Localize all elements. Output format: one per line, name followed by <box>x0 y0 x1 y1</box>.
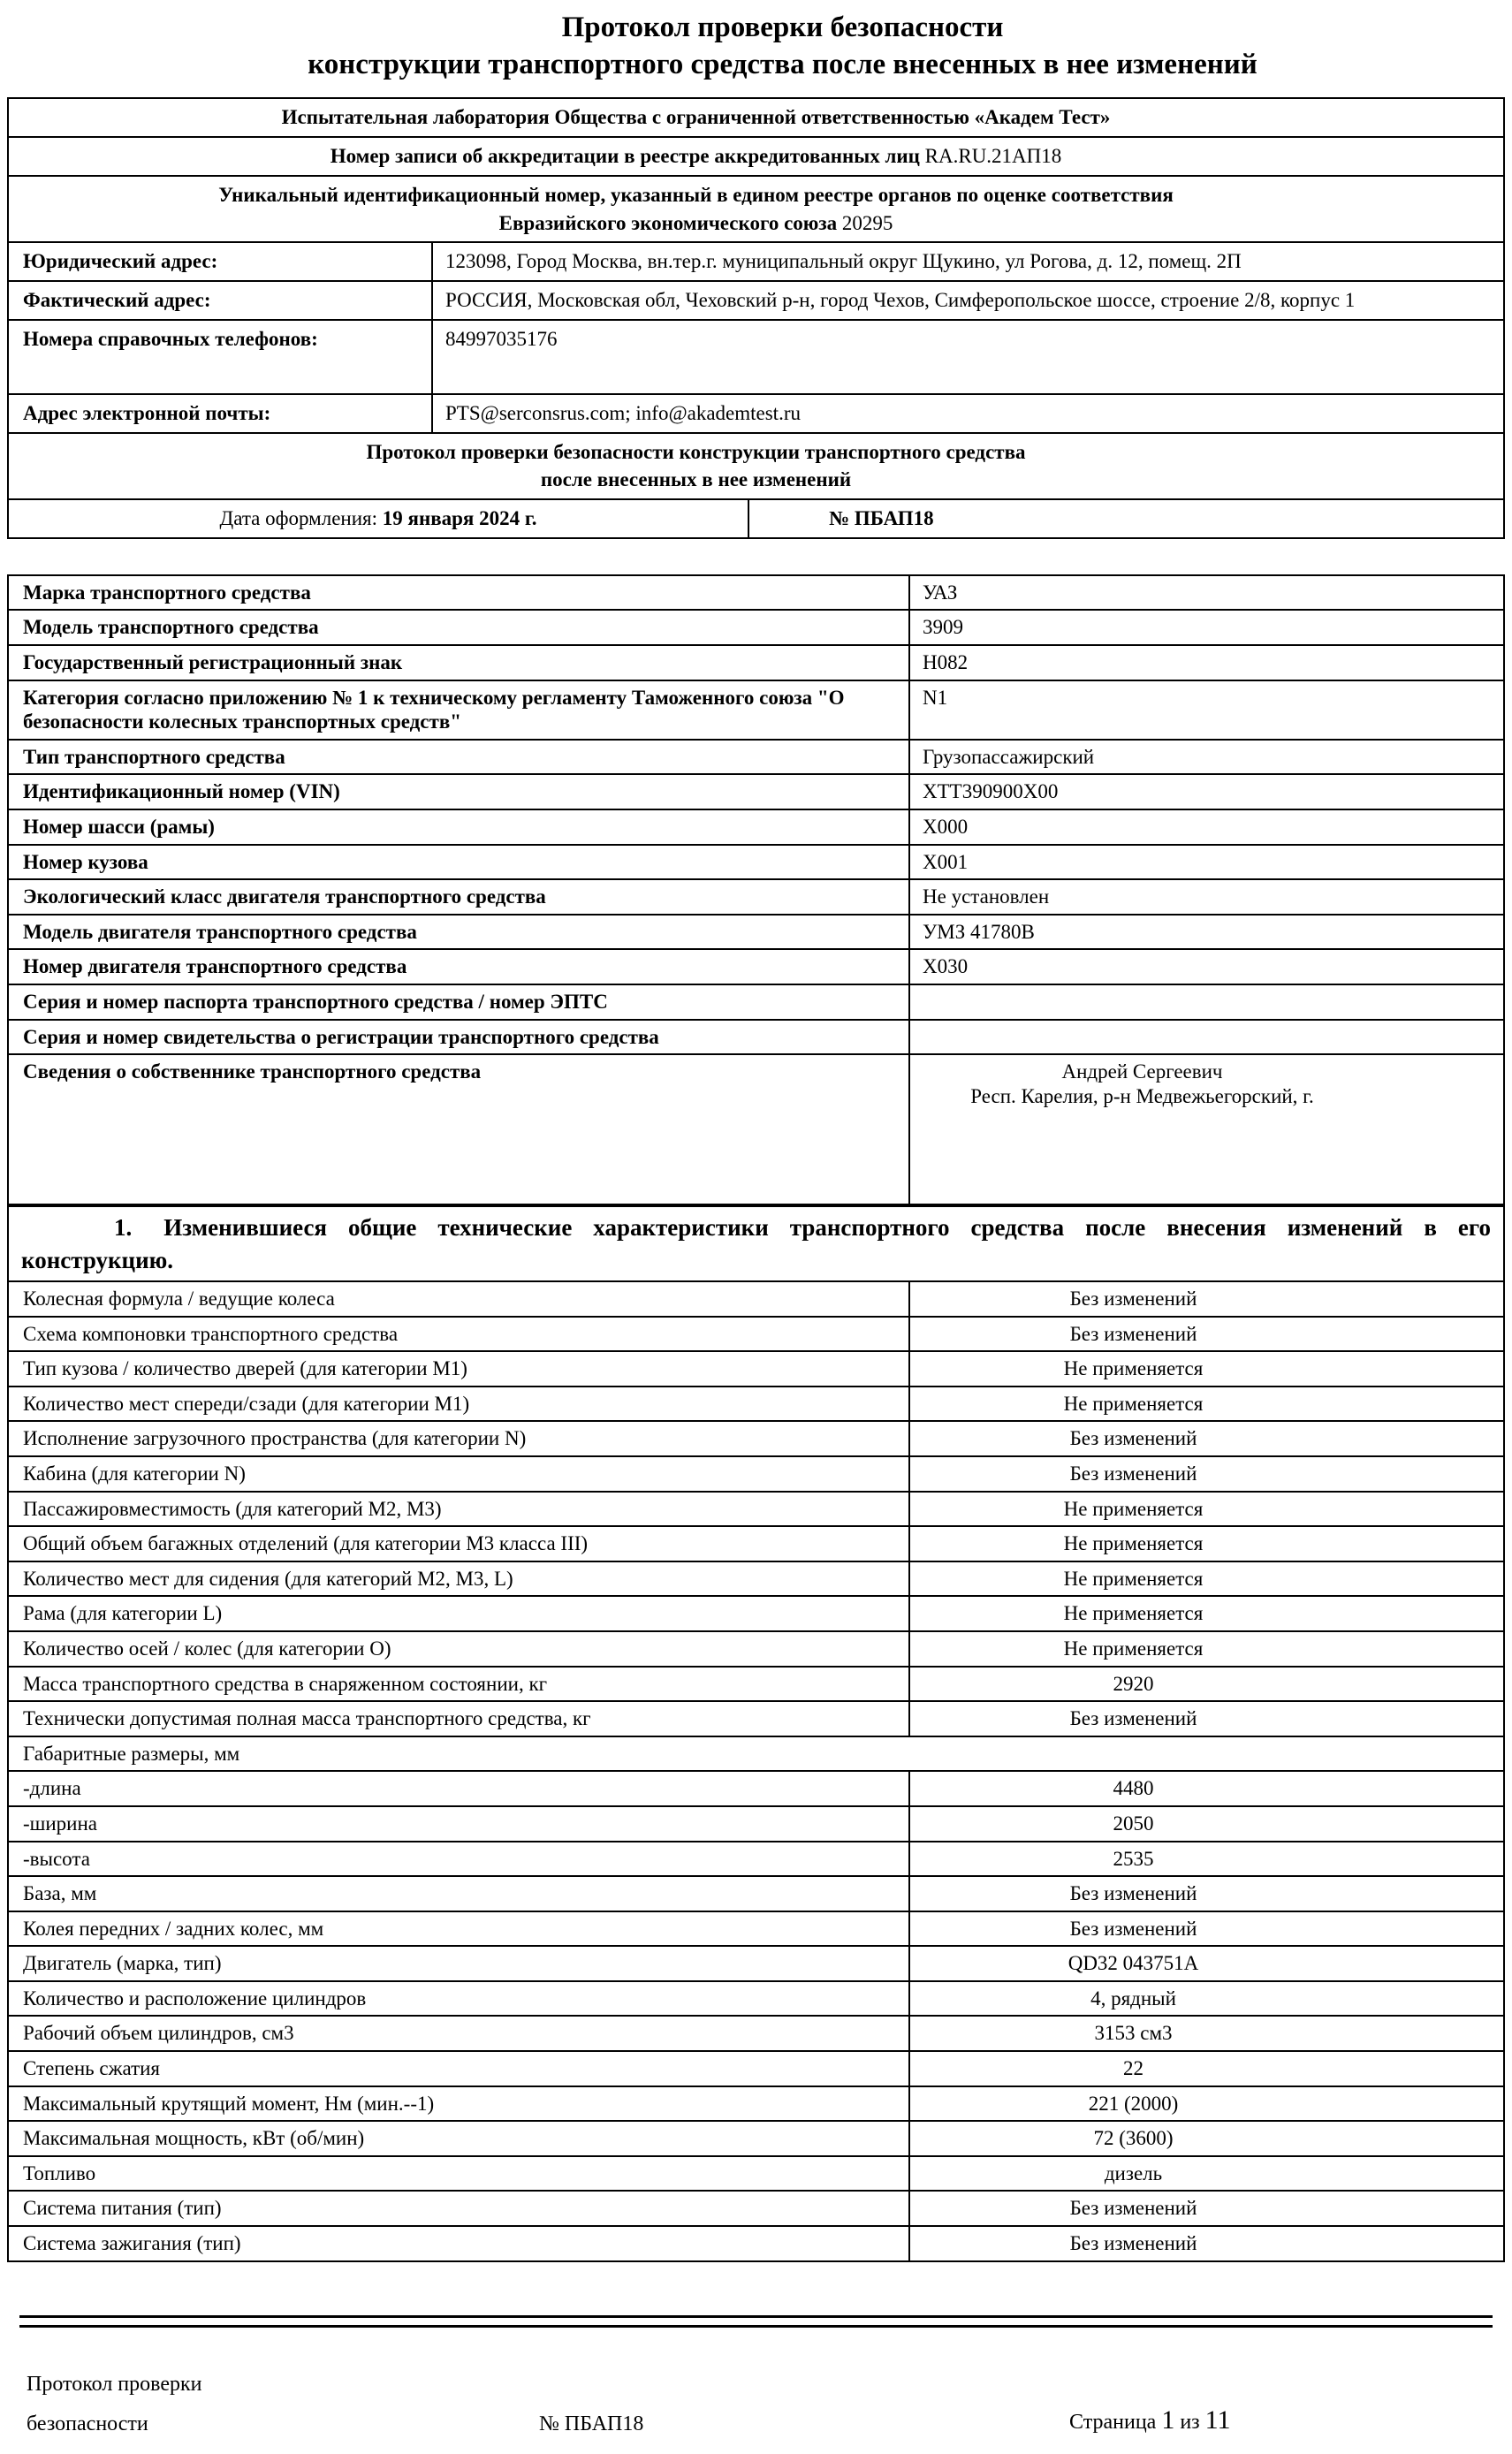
phones-row <box>8 320 1504 394</box>
table-row <box>8 879 1504 915</box>
email-value: PTS@serconsrus.com; info@akademtest.ru <box>432 394 1504 433</box>
row-value-line1: УМЗ 41780В <box>923 920 1035 943</box>
page-title <box>7 9 1505 83</box>
row-value-line1: Н082 <box>923 651 969 673</box>
spacer <box>7 539 1505 574</box>
vehicle-info-table <box>7 574 1505 1205</box>
footer-page-label: Страница <box>1069 2410 1162 2434</box>
lab-name: Испытательная лаборатория Общества с ограниченной ответственностью «Академ Тест» <box>8 98 1504 137</box>
table-row <box>8 1421 1504 1456</box>
page-title-line1: Протокол проверки безопасности <box>561 11 1004 43</box>
table-row <box>8 2121 1504 2156</box>
row-label: Номер шасси (рамы) <box>8 809 909 845</box>
row-label: Номер двигателя транспортного средства <box>8 949 909 984</box>
row-label: Исполнение загрузочного пространства (для категории N) <box>8 1421 909 1456</box>
row-label: Модель транспортного средства <box>8 610 909 645</box>
row-label: Топливо <box>8 2156 909 2192</box>
row-label: Идентификационный номер (VIN) <box>8 774 909 809</box>
table-row <box>8 1596 1504 1631</box>
unique-id-line2-label: Евразийского экономического союза <box>498 211 842 234</box>
accreditation-label: Номер записи об аккредитации в реестре аккредитованных лиц <box>330 145 925 168</box>
row-value <box>909 610 1504 645</box>
table-row <box>8 1701 1504 1736</box>
table-row <box>8 1054 1504 1204</box>
actual-address-label: Фактический адрес: <box>8 281 432 320</box>
lab-info-table <box>7 97 1505 538</box>
row-value: дизель <box>909 2156 1504 2192</box>
row-value-line1: Андрей Сергеевич <box>1061 1060 1223 1083</box>
row-label: Схема компоновки транспортного средства <box>8 1317 909 1352</box>
row-value <box>909 809 1504 845</box>
table-row <box>8 1561 1504 1597</box>
row-label: Серия и номер свидетельства о регистрации транспортного средства <box>8 1020 909 1055</box>
row-value <box>909 1020 1504 1055</box>
row-value: 2535 <box>909 1842 1504 1877</box>
row-value: QD32 043751A <box>909 1946 1504 1981</box>
row-label: Максимальная мощность, кВт (об/мин) <box>8 2121 909 2156</box>
table-row <box>8 1911 1504 1947</box>
row-value: 2920 <box>909 1667 1504 1702</box>
table-row <box>8 1946 1504 1981</box>
protocol-title-row <box>8 433 1504 499</box>
row-value: Без изменений <box>909 1701 1504 1736</box>
row-value-line1: Х000 <box>923 815 969 838</box>
row-value <box>909 845 1504 880</box>
protocol-title-line1: Протокол проверки безопасности конструкции транспортного средства <box>366 440 1026 463</box>
row-value: Без изменений <box>909 2191 1504 2226</box>
row-label: Сведения о собственнике транспортного средства <box>8 1054 909 1204</box>
row-value-line1: 3909 <box>923 616 963 639</box>
footer-protocol-number: № ПБАП18 <box>539 2412 644 2436</box>
row-label: Марка транспортного средства <box>8 575 909 611</box>
row-value: Без изменений <box>909 1911 1504 1947</box>
row-label: Рама (для категории L) <box>8 1596 909 1631</box>
table-row <box>8 2156 1504 2192</box>
table-row <box>8 1981 1504 2017</box>
unique-id-number: 20295 <box>841 211 893 234</box>
row-label: Серия и номер паспорта транспортного средства / номер ЭПТС <box>8 984 909 1020</box>
row-value: Не применяется <box>909 1596 1504 1631</box>
row-value: Без изменений <box>909 2226 1504 2261</box>
row-label: -длина <box>8 1771 909 1806</box>
row-value <box>909 984 1504 1020</box>
row-label: Рабочий объем цилиндров, см3 <box>8 2016 909 2051</box>
row-value: Не применяется <box>909 1387 1504 1422</box>
page-title-line2: конструкции транспортного средства после внесенных в нее изменений <box>308 49 1257 81</box>
row-value: 221 (2000) <box>909 2086 1504 2122</box>
section1-heading-row <box>8 1206 1504 1281</box>
row-value <box>909 680 1504 740</box>
row-label: Степень сжатия <box>8 2051 909 2086</box>
row-value: Без изменений <box>909 1317 1504 1352</box>
row-label: Номер кузова <box>8 845 909 880</box>
row-label: Количество и расположение цилиндров <box>8 1981 909 2017</box>
protocol-title-cell <box>8 433 1504 499</box>
footer-doc-line2: безопасности <box>27 2412 148 2436</box>
table-row <box>8 809 1504 845</box>
row-value <box>909 879 1504 915</box>
section1-number: 1. <box>114 1214 133 1242</box>
row-value <box>909 774 1504 809</box>
row-value-line1: УАЗ <box>923 581 958 604</box>
section1-heading-text: Изменившиеся общие технические характеристики транспортного средства после внесения изменений в его конструкцию. <box>21 1214 1491 1273</box>
table-row <box>8 1842 1504 1877</box>
table-row <box>8 1351 1504 1387</box>
row-value: Не применяется <box>909 1492 1504 1527</box>
row-label: Экологический класс двигателя транспортного средства <box>8 879 909 915</box>
footer-doc-name <box>27 2365 539 2445</box>
table-row <box>8 1281 1504 1317</box>
row-value: Без изменений <box>909 1421 1504 1456</box>
date-cell <box>8 499 748 538</box>
table-row <box>8 575 1504 611</box>
date-label: Дата оформления: <box>219 507 383 530</box>
row-value: Не применяется <box>909 1526 1504 1561</box>
legal-address-value: 123098, Город Москва, вн.тер.г. муниципальный округ Щукино, ул Рогова, д. 12, помещ. 2П <box>432 242 1504 281</box>
table-row <box>8 1876 1504 1911</box>
row-label: Количество мест для сидения (для категорий М2, М3, L) <box>8 1561 909 1597</box>
legal-address-label: Юридический адрес: <box>8 242 432 281</box>
date-value: 19 января 2024 г. <box>382 507 537 530</box>
row-value-line1: ХТТ390900Х00 <box>923 780 1059 803</box>
table-row <box>8 949 1504 984</box>
date-number-row <box>8 499 1504 538</box>
row-label: Государственный регистрационный знак <box>8 645 909 680</box>
lab-name-row <box>8 98 1504 137</box>
row-label: Пассажировместимость (для категорий М2, М3) <box>8 1492 909 1527</box>
row-label: Габаритные размеры, мм <box>8 1736 909 1772</box>
row-label: Система питания (тип) <box>8 2191 909 2226</box>
email-label: Адрес электронной почты: <box>8 394 432 433</box>
table-row <box>8 915 1504 950</box>
row-value: 22 <box>909 2051 1504 2086</box>
row-value: Без изменений <box>909 1876 1504 1911</box>
actual-address-value: РОССИЯ, Московская обл, Чеховский р-н, город Чехов, Симферопольское шоссе, строение 2/8, корпус 1 <box>432 281 1504 320</box>
row-value: 3153 см3 <box>909 2016 1504 2051</box>
row-value <box>909 645 1504 680</box>
row-value <box>909 575 1504 611</box>
footer-rule <box>19 2315 1493 2328</box>
row-value-line1: N1 <box>923 686 948 709</box>
phones-label: Номера справочных телефонов: <box>8 320 432 394</box>
actual-address-row <box>8 281 1504 320</box>
row-value: Не применяется <box>909 1631 1504 1667</box>
row-value: 2050 <box>909 1806 1504 1842</box>
unique-id-cell <box>8 176 1504 242</box>
table-row <box>8 1526 1504 1561</box>
table-row <box>8 680 1504 740</box>
accreditation-number: RA.RU.21АП18 <box>924 145 1062 168</box>
row-label: Колесная формула / ведущие колеса <box>8 1281 909 1317</box>
row-label: База, мм <box>8 1876 909 1911</box>
table-row <box>8 740 1504 775</box>
table-row <box>8 2086 1504 2122</box>
row-label: Масса транспортного средства в снаряженном состоянии, кг <box>8 1667 909 1702</box>
table-row <box>8 1456 1504 1492</box>
table-row <box>8 2226 1504 2261</box>
table-row <box>8 1736 1504 1772</box>
table-row <box>8 1771 1504 1806</box>
row-label: Модель двигателя транспортного средства <box>8 915 909 950</box>
footer-doc-line1: Протокол проверки <box>27 2372 202 2396</box>
table-row <box>8 845 1504 880</box>
row-label: Кабина (для категории N) <box>8 1456 909 1492</box>
row-value: 72 (3600) <box>909 2121 1504 2156</box>
accreditation-row <box>8 137 1504 176</box>
footer-page-of: из <box>1174 2410 1205 2434</box>
row-label: Максимальный крутящий момент, Нм (мин.--1) <box>8 2086 909 2122</box>
table-row <box>8 2191 1504 2226</box>
row-label: Тип кузова / количество дверей (для категории М1) <box>8 1351 909 1387</box>
row-label: Общий объем багажных отделений (для категории М3 класса III) <box>8 1526 909 1561</box>
row-label: -ширина <box>8 1806 909 1842</box>
table-row <box>8 645 1504 680</box>
table-row <box>8 2051 1504 2086</box>
row-label: Категория согласно приложению № 1 к техническому регламенту Таможенного союза "О безопасности колесных транспортных средств" <box>8 680 909 740</box>
footer-page-total: 11 <box>1204 2405 1231 2435</box>
row-label: Тип транспортного средства <box>8 740 909 775</box>
row-value: Не применяется <box>909 1561 1504 1597</box>
table-row <box>8 2016 1504 2051</box>
legal-address-row <box>8 242 1504 281</box>
table-row <box>8 984 1504 1020</box>
footer-page-current: 1 <box>1161 2405 1175 2435</box>
unique-id-line1: Уникальный идентификационный номер, указанный в едином реестре органов по оценке соответствия <box>218 183 1174 206</box>
row-value: 4480 <box>909 1771 1504 1806</box>
table-row <box>8 1020 1504 1055</box>
table-row <box>8 1806 1504 1842</box>
protocol-number: № ПБАП18 <box>748 499 1504 538</box>
row-value-line1: Грузопассажирский <box>923 745 1095 768</box>
row-label: Двигатель (марка, тип) <box>8 1946 909 1981</box>
email-row <box>8 394 1504 433</box>
row-value <box>909 949 1504 984</box>
row-label: Количество осей / колес (для категории О) <box>8 1631 909 1667</box>
row-label: Колея передних / задних колес, мм <box>8 1911 909 1947</box>
row-value <box>909 740 1504 775</box>
section1-table <box>7 1205 1505 2262</box>
row-value: Без изменений <box>909 1281 1504 1317</box>
row-value <box>909 1736 1504 1772</box>
protocol-title-line2: после внесенных в нее изменений <box>540 468 852 491</box>
page-footer <box>7 2315 1505 2445</box>
row-value: 4, рядный <box>909 1981 1504 2017</box>
row-value-line1: Не установлен <box>923 885 1050 908</box>
row-label: Количество мест спереди/сзади (для категории М1) <box>8 1387 909 1422</box>
section1-heading <box>8 1206 1504 1281</box>
phones-value: 84997035176 <box>432 320 1504 394</box>
row-value-line1: Х001 <box>923 850 969 873</box>
accreditation-cell <box>8 137 1504 176</box>
table-row <box>8 1667 1504 1702</box>
row-value <box>909 1054 1504 1204</box>
table-row <box>8 1387 1504 1422</box>
unique-id-row <box>8 176 1504 242</box>
row-label: Система зажигания (тип) <box>8 2226 909 2261</box>
row-value: Без изменений <box>909 1456 1504 1492</box>
table-row <box>8 774 1504 809</box>
unique-id-line2 <box>21 209 1371 238</box>
row-label: -высота <box>8 1842 909 1877</box>
table-row <box>8 610 1504 645</box>
table-row <box>8 1492 1504 1527</box>
row-label: Технически допустимая полная масса транспортного средства, кг <box>8 1701 909 1736</box>
footer-text <box>27 2365 1505 2445</box>
table-row <box>8 1631 1504 1667</box>
table-row <box>8 1317 1504 1352</box>
row-value: Не применяется <box>909 1351 1504 1387</box>
footer-page-indicator <box>1069 2395 1505 2445</box>
row-value-line2: Респ. Карелия, р-н Медвежьегорский, г. <box>970 1084 1314 1107</box>
row-value-line1: Х030 <box>923 955 969 978</box>
row-value <box>909 915 1504 950</box>
